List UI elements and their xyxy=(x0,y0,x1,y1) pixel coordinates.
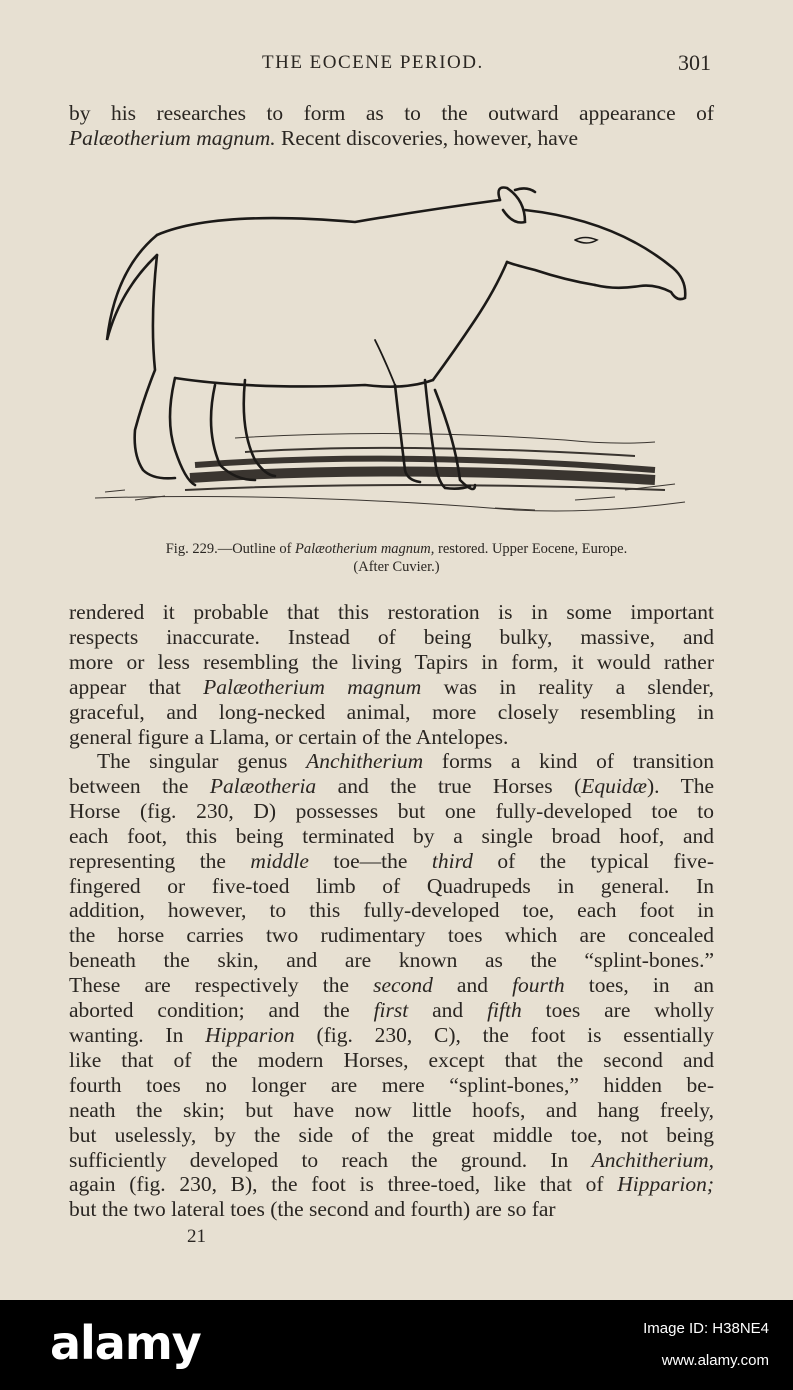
text-line: respects inaccurate. Instead of being bulky, massive, and xyxy=(69,624,714,649)
text-line: beneath the skin, and are known as the “splint-bones.” xyxy=(69,948,714,973)
text-line: aborted condition; and the first and fifth toes are wholly xyxy=(69,998,715,1023)
signature-mark: 21 xyxy=(187,1226,206,1247)
italic-text: first xyxy=(373,998,409,1023)
text-line: but the two lateral toes (the second and fourth) are so far xyxy=(69,1197,556,1222)
text-line: neath the skin; but have now little hoofs, and hang freely, xyxy=(69,1097,714,1122)
text-line: appear that Palæotherium magnum was in reality a slender, xyxy=(69,674,715,699)
text-line: representing the middle toe—the third of the typical five- xyxy=(69,848,714,873)
text-line: fourth toes no longer are mere “splint-bones,” hidden be- xyxy=(69,1072,714,1097)
text-line: each foot, this being terminated by a single broad hoof, and xyxy=(69,823,714,848)
text-line: graceful, and long-necked animal, more closely resembling in xyxy=(69,699,714,724)
italic-text: middle xyxy=(250,848,309,873)
italic-text: Anchitherium xyxy=(306,749,424,773)
alamy-logo: alamy xyxy=(50,1316,201,1370)
text-line: again (fig. 230, B), the foot is three-toed, like that of Hipparion; xyxy=(69,1172,714,1197)
site-url: www.alamy.com xyxy=(661,1352,769,1369)
text-line: but uselessly, by the side of the great middle toe, not being xyxy=(69,1122,714,1147)
italic-text: Palæotheria xyxy=(209,773,317,798)
text-line: by his researches to form as to the outward appearance of xyxy=(69,101,714,125)
italic-text: Equidæ xyxy=(581,773,647,798)
italic-text: fifth xyxy=(487,998,522,1023)
text-line: general figure a Llama, or certain of the Antelopes. xyxy=(69,724,509,749)
paragraph-anchitherium xyxy=(69,749,714,1222)
italic-text: fourth xyxy=(512,973,565,998)
watermark-bar xyxy=(0,1300,793,1390)
text-line: Palæotherium magnum. Recent discoveries, however, have xyxy=(69,125,579,150)
italic-text: Hipparion xyxy=(205,1022,295,1047)
page-number: 301 xyxy=(678,50,711,75)
image-id: Image ID: H38NE4 xyxy=(643,1320,769,1337)
figure-caption xyxy=(0,540,793,576)
text-line: more or less resembling the living Tapirs in form, it would rather xyxy=(69,649,714,674)
text-line: The singular genus Anchitherium forms a kind of transition xyxy=(97,749,714,773)
paragraph-intro xyxy=(69,101,714,151)
text-line: like that of the modern Horses, except that the second and xyxy=(69,1047,714,1072)
italic-text: Anchitherium, xyxy=(591,1147,714,1172)
text-line: between the Palæotheria and the true Horses (Equidæ). The xyxy=(69,773,714,798)
text-line: addition, however, to this fully-developed toe, each foot in xyxy=(69,898,714,923)
text-line: sufficiently developed to reach the ground. In Anchitherium, xyxy=(69,1147,714,1172)
text-line: wanting. In Hipparion (fig. 230, C), the foot is essentially xyxy=(69,1022,714,1047)
animal-outline xyxy=(107,188,685,490)
caption-line-1: Fig. 229.—Outline of Palæotherium magnum, restored. Upper Eocene, Europe. xyxy=(165,541,628,557)
italic-text: Palæotherium magnum xyxy=(203,674,422,699)
text-line: fingered or five-toed limb of Quadrupeds in general. In xyxy=(69,873,714,898)
paragraph-restoration xyxy=(69,600,714,749)
text-line: These are respectively the second and fourth toes, in an xyxy=(69,973,714,998)
italic-text: Hipparion; xyxy=(617,1172,714,1197)
italic-text: third xyxy=(431,848,473,873)
text-line: rendered it probable that this restoration is in some important xyxy=(69,600,714,624)
running-head: THE EOCENE PERIOD. xyxy=(262,52,484,73)
text-line: the horse carries two rudimentary toes which are concealed xyxy=(69,923,714,948)
caption-line-2: (After Cuvier.) xyxy=(353,559,440,575)
text-line: Horse (fig. 230, D) possesses but one fully-developed toe to xyxy=(69,798,714,823)
palaeotherium-illustration xyxy=(95,180,695,530)
italic-text: Palæotherium magnum. xyxy=(69,125,276,150)
italic-text: second xyxy=(373,973,433,998)
